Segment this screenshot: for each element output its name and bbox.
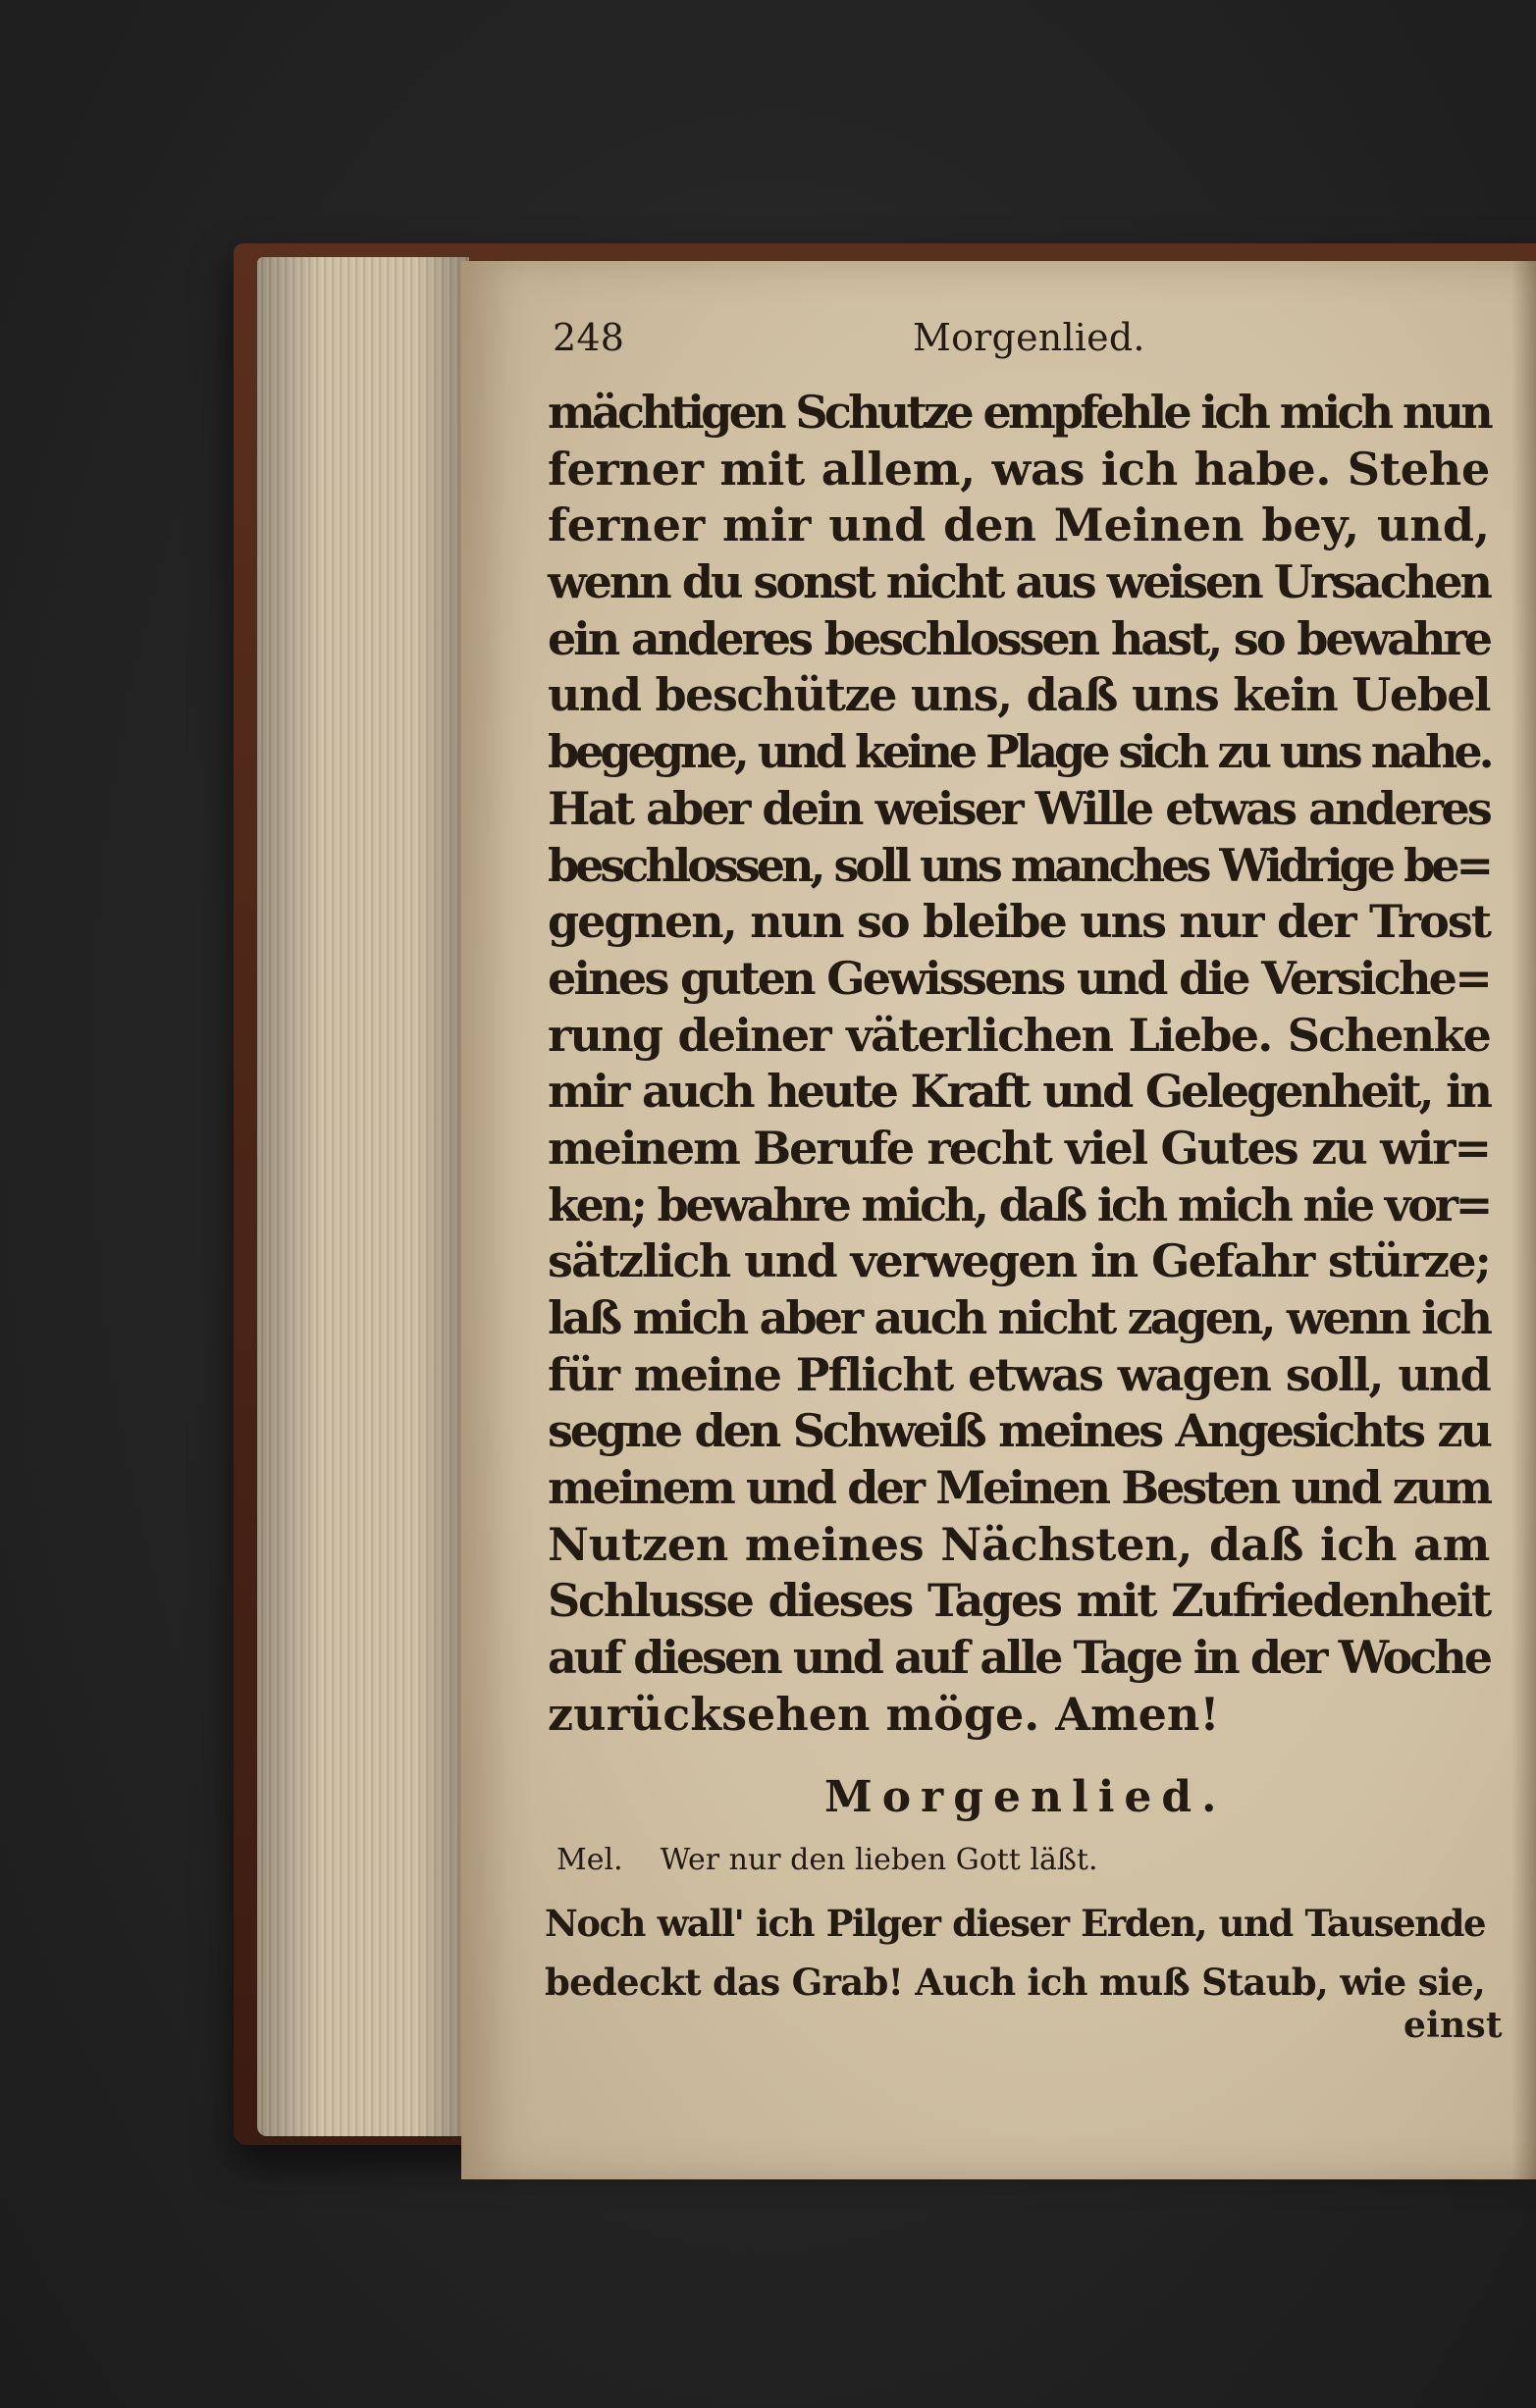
text-line: ein anderes beschlossen hast, so bewahre [548,611,1490,665]
text-line: Nutzen meines Nächsten, daß ich am [548,1517,1490,1571]
text-line: mir auch heute Kraft und Gelegenheit, in [548,1065,1490,1119]
text-line: Schlusse dieses Tages mit Zufriedenheit [548,1574,1490,1628]
melody-label: Mel. [556,1843,623,1877]
text-line: auf diesen und auf alle Tage in der Woche [548,1631,1490,1685]
verse-line: Noch wall' ich Pilger dieser Erden, und Tausende [545,1902,1485,1945]
text-line: meinem und der Meinen Besten und zum [548,1461,1490,1515]
text-line: ferner mir und den Meinen bey, und, [548,498,1490,552]
text-line: sätzlich und verwegen in Gefahr stürze; [548,1234,1490,1288]
melody-line [556,1843,1342,1877]
catchword: einst [1404,2005,1503,2046]
text-line: zurücksehen möge. Amen! [548,1687,1220,1741]
text-line: wenn du sonst nicht aus weisen Ursachen [548,555,1490,609]
text-line: segne den Schweiß meines Angesichts zu [548,1404,1490,1458]
hymn-title: Morgenlied. [824,1772,1227,1822]
text-line: eines guten Gewissens und die Versiche= [548,951,1490,1005]
text-line: rung deiner väterlichen Liebe. Schenke [548,1008,1490,1062]
text-line: begegne, und keine Plage sich zu uns nahe. [548,725,1491,779]
running-title: Morgenlied. [913,316,1145,359]
text-line: ken; bewahre mich, daß ich mich nie vor= [548,1178,1490,1231]
text-line: mächtigen Schutze empfehle ich mich nun [548,386,1490,439]
verse-line: bedeckt das Grab! Auch ich muß Staub, wie sie, [545,1961,1485,2004]
text-line: und beschütze uns, daß uns kein Uebel [548,668,1490,722]
text-line: ferner mit allem, was ich habe. Stehe [548,442,1490,496]
prayer-text [548,385,1490,1744]
page-number: 248 [553,316,625,359]
text-line: laß mich aber auch nicht zagen, wenn ich [548,1291,1490,1344]
hymn-verse [545,1894,1485,2012]
melody-name: Wer nur den lieben Gott läßt. [660,1843,1098,1877]
text-line: gegnen, nun so bleibe uns nur der Trost [548,895,1490,949]
page-curl-shadow [1511,261,1536,2179]
text-line: beschlossen, soll uns manches Widrige be= [548,838,1490,892]
text-line: Hat aber dein weiser Wille etwas anderes [548,781,1490,835]
page-block-shadow [257,257,469,2136]
text-line: für meine Pflicht etwas wagen soll, und [548,1347,1490,1401]
text-line: meinem Berufe recht viel Gutes zu wir= [548,1121,1490,1175]
